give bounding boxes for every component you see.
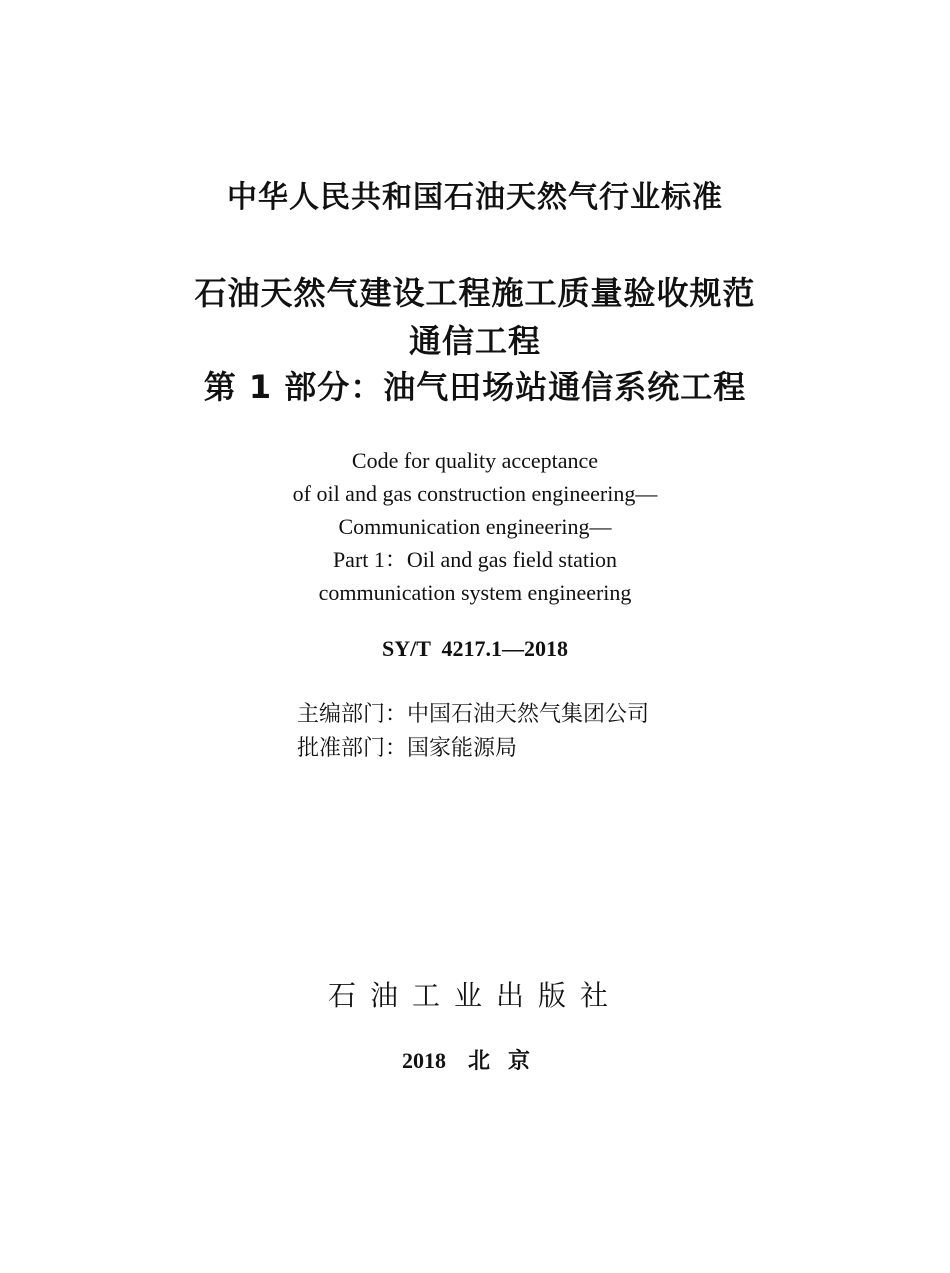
english-title-block <box>0 444 950 609</box>
english-title-line-1: Code for quality acceptance <box>351 448 599 473</box>
editor-department: 主编部门：中国石油天然气集团公司 <box>297 702 650 727</box>
main-title-line-1: 石油天然气建设工程施工质量验收规范 <box>194 274 756 312</box>
publication-info <box>0 1044 950 1075</box>
main-title-line-2: 通信工程 <box>408 322 541 360</box>
publisher-name: 石油工业出版社 <box>327 979 622 1012</box>
english-title-line-3: Communication engineering— <box>338 514 612 539</box>
publication-year: 2018 <box>401 1048 446 1073</box>
english-title-line-5: communication system engineering <box>318 580 632 605</box>
english-title-line-2: of oil and gas construction engineering— <box>292 481 658 506</box>
standard-number: SY/T 4217.1—2018 <box>381 636 568 661</box>
approver-department: 批准部门：国家能源局 <box>297 736 518 761</box>
publication-city: 北京 <box>467 1049 548 1074</box>
english-title-line-4: Part 1：Oil and gas field station <box>332 547 618 572</box>
industry-standard-heading: 中华人民共和国石油天然气行业标准 <box>227 180 723 215</box>
main-title-line-3: 第 1 部分：油气田场站通信系统工程 <box>203 368 747 406</box>
